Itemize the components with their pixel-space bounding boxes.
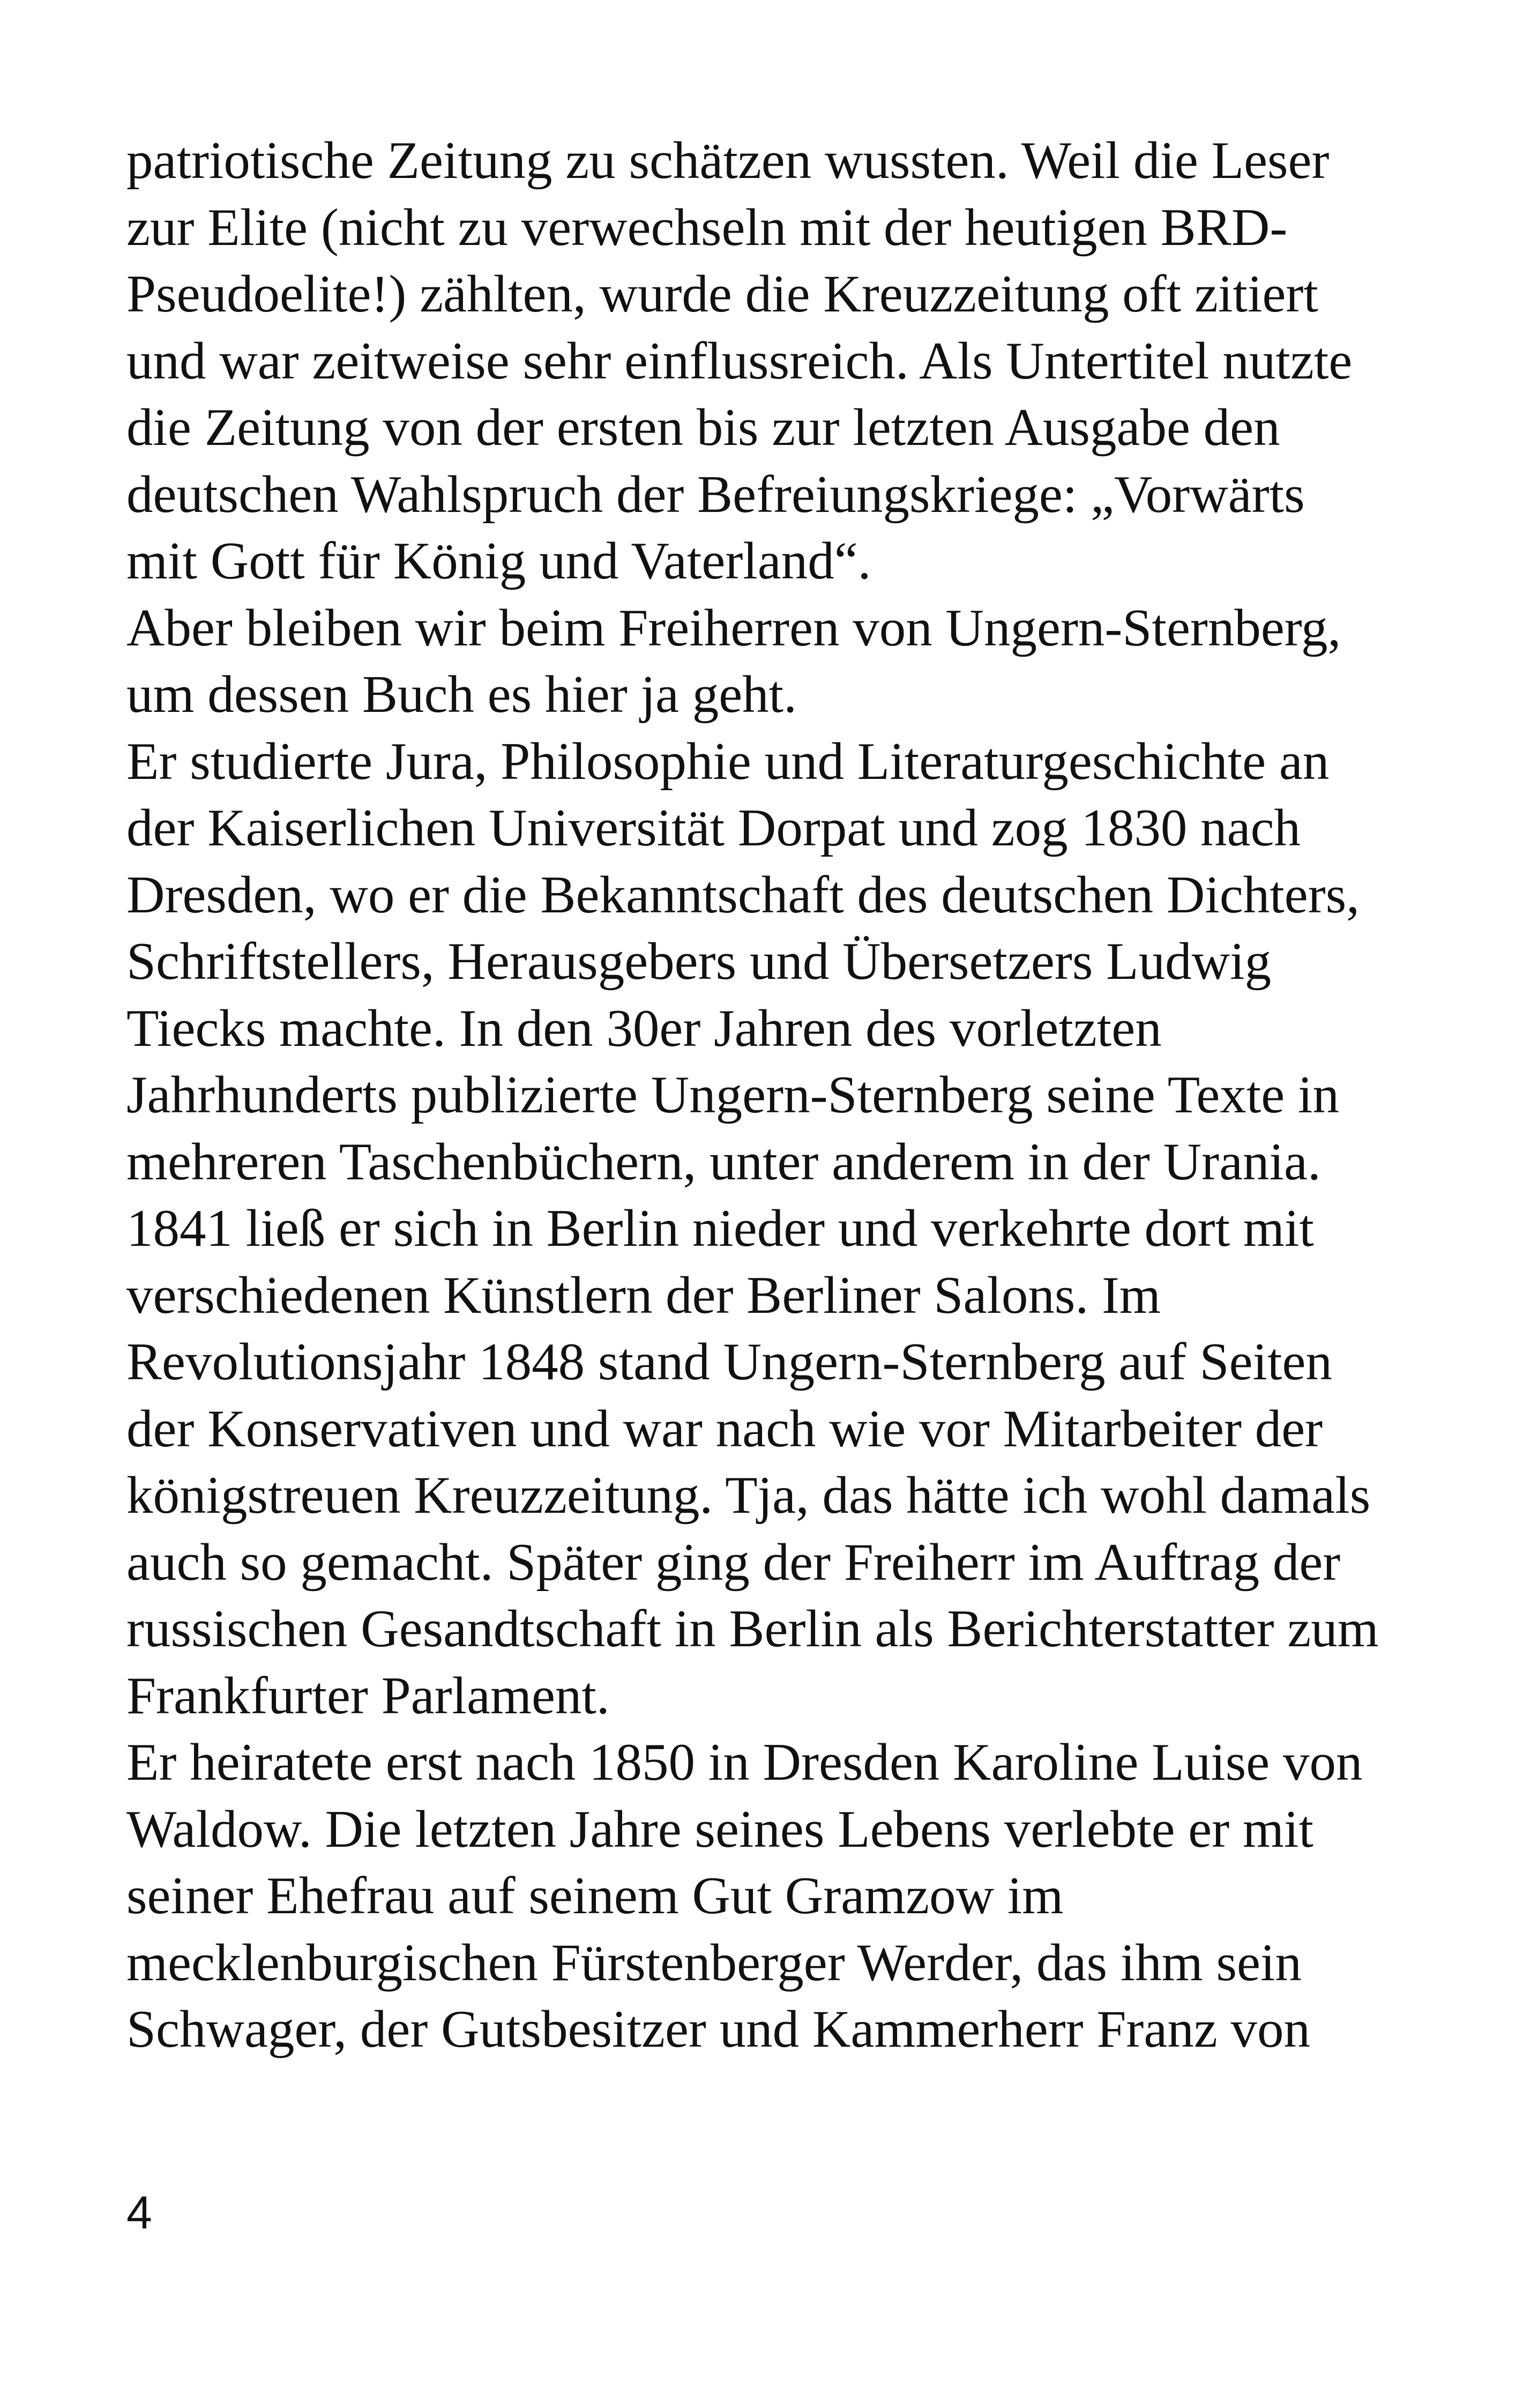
text-line: Er studierte Jura, Philosophie und Literaturgeschichte an xyxy=(126,732,1330,791)
text-line: Er heiratete erst nach 1850 in Dresden Karoline Luise von xyxy=(126,1733,1363,1792)
text-line: seiner Ehefrau auf seinem Gut Gramzow im xyxy=(126,1867,1064,1925)
text-line: der Konservativen und war nach wie vor Mitarbeiter der xyxy=(126,1399,1323,1458)
text-line: und war zeitweise sehr einflussreich. Als Untertitel nutzte xyxy=(126,331,1353,390)
text-line: königstreuen Kreuzzeitung. Tja, das hätte ich wohl damals xyxy=(126,1466,1371,1525)
text-line: um dessen Buch es hier ja geht. xyxy=(126,665,797,724)
text-line: Waldow. Die letzten Jahre seines Lebens verlebte er mit xyxy=(126,1800,1313,1859)
text-line: auch so gemacht. Später ging der Freiherr im Auftrag der xyxy=(126,1533,1341,1592)
text-line: verschiedenen Künstlern der Berliner Salons. Im xyxy=(126,1266,1161,1325)
text-line: der Kaiserlichen Universität Dorpat und zog 1830 nach xyxy=(126,799,1301,857)
text-line: Revolutionsjahr 1848 stand Ungern-Sternberg auf Seiten xyxy=(126,1333,1332,1391)
text-line: Jahrhunderts publizierte Ungern-Sternberg seine Texte in xyxy=(126,1066,1339,1124)
text-line: deutschen Wahlspruch der Befreiungskriege: „Vorwärts xyxy=(126,465,1305,524)
text-line: zur Elite (nicht zu verwechseln mit der heutigen BRD- xyxy=(126,198,1288,257)
text-line: 1841 ließ er sich in Berlin nieder und verkehrte dort mit xyxy=(126,1199,1314,1258)
text-line: Schriftstellers, Herausgebers und Übersetzers Ludwig xyxy=(126,932,1272,991)
text-line: Schwager, der Gutsbesitzer und Kammerherr Franz von xyxy=(126,2000,1311,2058)
text-line: Aber bleiben wir beim Freiherren von Ungern-Sternberg, xyxy=(126,598,1341,657)
text-line: die Zeitung von der ersten bis zur letzten Ausgabe den xyxy=(126,398,1280,457)
text-line: Frankfurter Parlament. xyxy=(126,1666,610,1725)
text-line: mit Gott für König und Vaterland“. xyxy=(126,532,871,590)
text-line: mehreren Taschenbüchern, unter anderem in der Urania. xyxy=(126,1132,1321,1191)
text-line: Dresden, wo er die Bekanntschaft des deutschen Dichters, xyxy=(126,865,1360,924)
page-number: 4 xyxy=(126,2187,152,2239)
body-text xyxy=(126,128,1423,2063)
text-line: patriotische Zeitung zu schätzen wussten. Weil die Leser xyxy=(126,131,1330,190)
text-line: russischen Gesandtschaft in Berlin als Berichterstatter zum xyxy=(126,1600,1379,1658)
text-line: Tiecks machte. In den 30er Jahren des vorletzten xyxy=(126,999,1162,1058)
text-line: Pseudoelite!) zählten, wurde die Kreuzzeitung oft zitiert xyxy=(126,265,1318,323)
text-line: mecklenburgischen Fürstenberger Werder, das ihm sein xyxy=(126,1933,1302,1992)
